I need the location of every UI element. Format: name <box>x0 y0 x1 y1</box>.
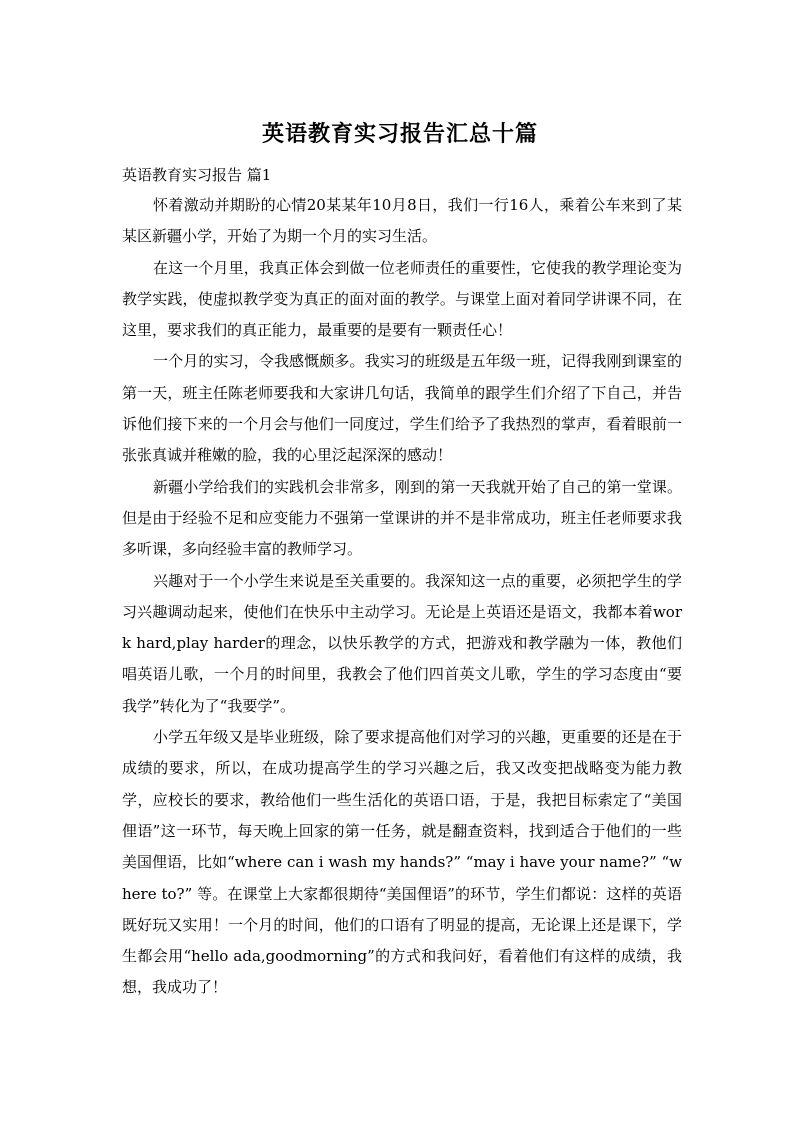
paragraph: 在这一个月里，我真正体会到做一位老师责任的重要性，它使我的教学理论变为教学实践，使虚拟教学变为真正的面对面的教学。与课堂上面对着同学讲课不同，在这里，要求我们的真正能力，最重要的是要有一颗责任心！ <box>122 258 682 340</box>
section-heading: 英语教育实习报告 篇1 <box>122 166 272 184</box>
paragraph: 一个月的实习，令我感慨颇多。我实习的班级是五年级一班，记得我刚到课室的第一天，班主任陈老师要我和大家讲几句话，我简单的跟学生们介绍了下自己，并告诉他们接下来的一个月会与他们一同度过，学生们给予了我热烈的掌声，看着眼前一张张真诚并稚嫩的脸，我的心里泛起深深的感动！ <box>122 352 682 465</box>
paragraph: 兴趣对于一个小学生来说是至关重要的。我深知这一点的重要，必须把学生的学习兴趣调动起来，使他们在快乐中主动学习。无论是上英语还是语文，我都本着work hard,play harder的理念，以快乐教学的方式，把游戏和教学融为一体，教他们唱英语儿歌，一个月的时间里，我教会了他们四首英文儿歌，学生的学习态度由“要我学”转化为了“我要学”。 <box>122 571 682 715</box>
paragraph: 小学五年级又是毕业班级，除了要求提高他们对学习的兴趣，更重要的还是在于成绩的要求，所以，在成功提高学生的学习兴趣之后，我又改变把战略变为能力教学，应校长的要求，教给他们一些生活化的英语口语，于是，我把目标索定了“美国俚语”这一环节，每天晚上回家的第一任务，就是翻查资料，找到适合于他们的一些美国俚语，比如“where can i wash my hands?” “may i have your name?” “where to?” 等。在课堂上大家都很期待“美国俚语”的环节，学生们都说：这样的英语既好玩又实用！一个月的时间，他们的口语有了明显的提高，无论课上还是课下，学生都会用“hello ada,goodmorning”的方式和我问好，看着他们有这样的成绩，我想，我成功了！ <box>122 728 682 997</box>
document-body <box>122 190 682 1004</box>
document-title: 英语教育实习报告汇总十篇 <box>261 122 538 147</box>
paragraph: 新疆小学给我们的实践机会非常多，刚到的第一天我就开始了自己的第一堂课。但是由于经验不足和应变能力不强第一堂课讲的并不是非常成功，班主任老师要求我多听课，多向经验丰富的教师学习。 <box>122 477 682 559</box>
paragraph: 怀着激动并期盼的心情20某某年10月8日，我们一行16人，乘着公车来到了某某区新疆小学，开始了为期一个月的实习生活。 <box>122 196 682 246</box>
